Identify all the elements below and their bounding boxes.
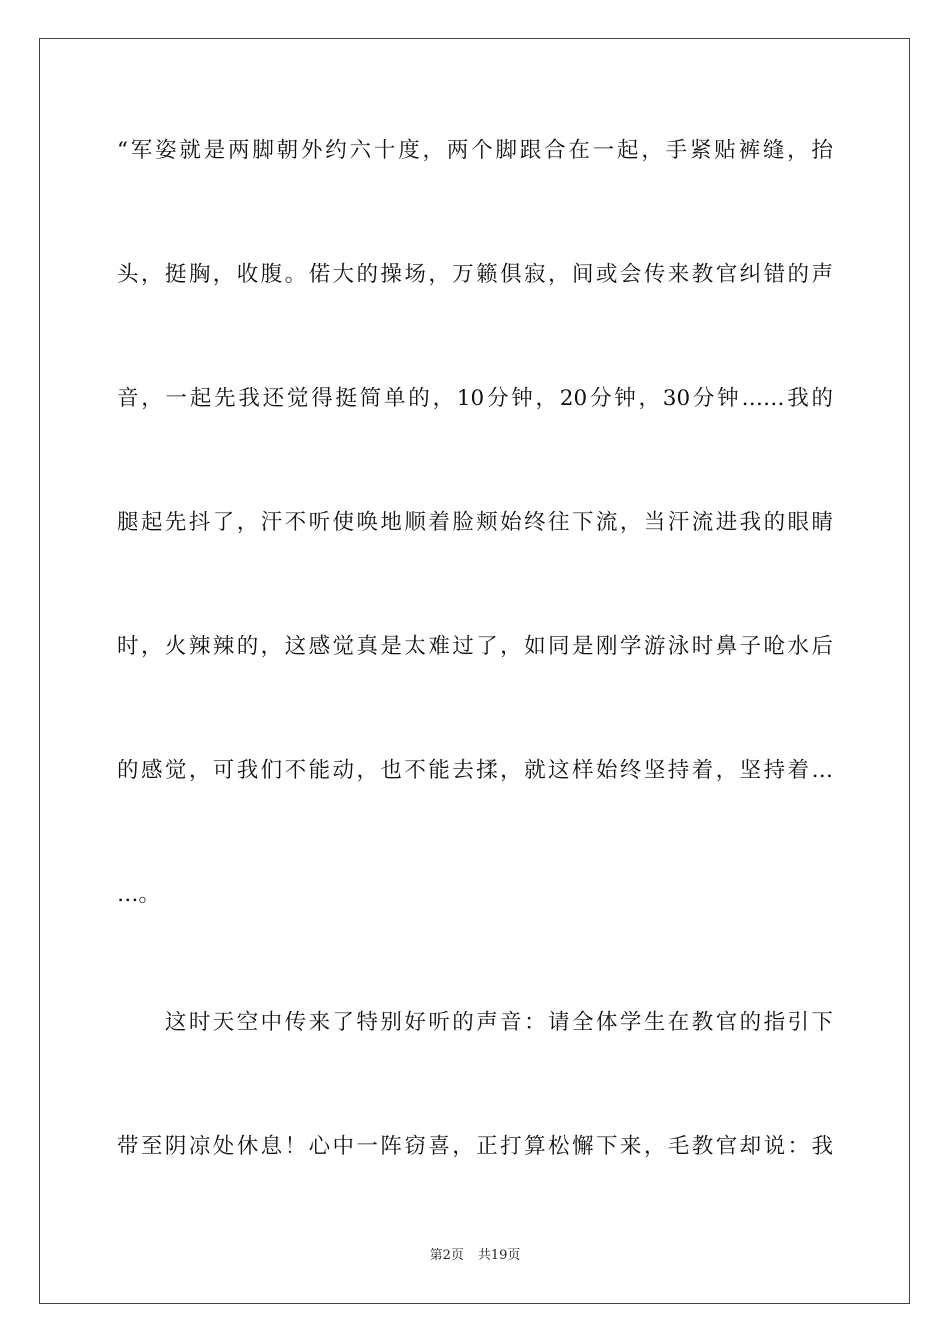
text-line-9: 带至阴凉处休息！心中一阵窃喜，正打算松懈下来，毛教官却说：我 <box>117 1134 833 1159</box>
text-line-8: 这时天空中传来了特别好听的声音：请全体学生在教官的指引下 <box>117 1010 833 1035</box>
text-line-6: 的感觉，可我们不能动，也不能去揉，就这样始终坚持着，坚持着… <box>117 758 833 783</box>
text-line-2: 头，挺胸，收腹。偌大的操场，万籁俱寂，间或会传来教官纠错的声 <box>117 262 833 287</box>
page-number: 第2页 <box>429 1248 464 1263</box>
text-line-4: 腿起先抖了，汗不听使唤地顺着脸颊始终往下流，当汗流进我的眼睛 <box>117 510 833 535</box>
text-line-3: 音，一起先我还觉得挺简单的，10分钟，20分钟，30分钟……我的 <box>117 386 833 411</box>
text-line-5: 时，火辣辣的，这感觉真是太难过了，如同是刚学游泳时鼻子呛水后 <box>117 634 833 659</box>
page-total: 共19页 <box>477 1248 521 1263</box>
page-footer <box>0 1247 950 1265</box>
text-line-1: “军姿就是两脚朝外约六十度，两个脚跟合在一起，手紧贴裤缝，抬 <box>117 138 833 163</box>
page-border <box>39 38 910 1304</box>
text-line-7: …。 <box>117 882 161 907</box>
